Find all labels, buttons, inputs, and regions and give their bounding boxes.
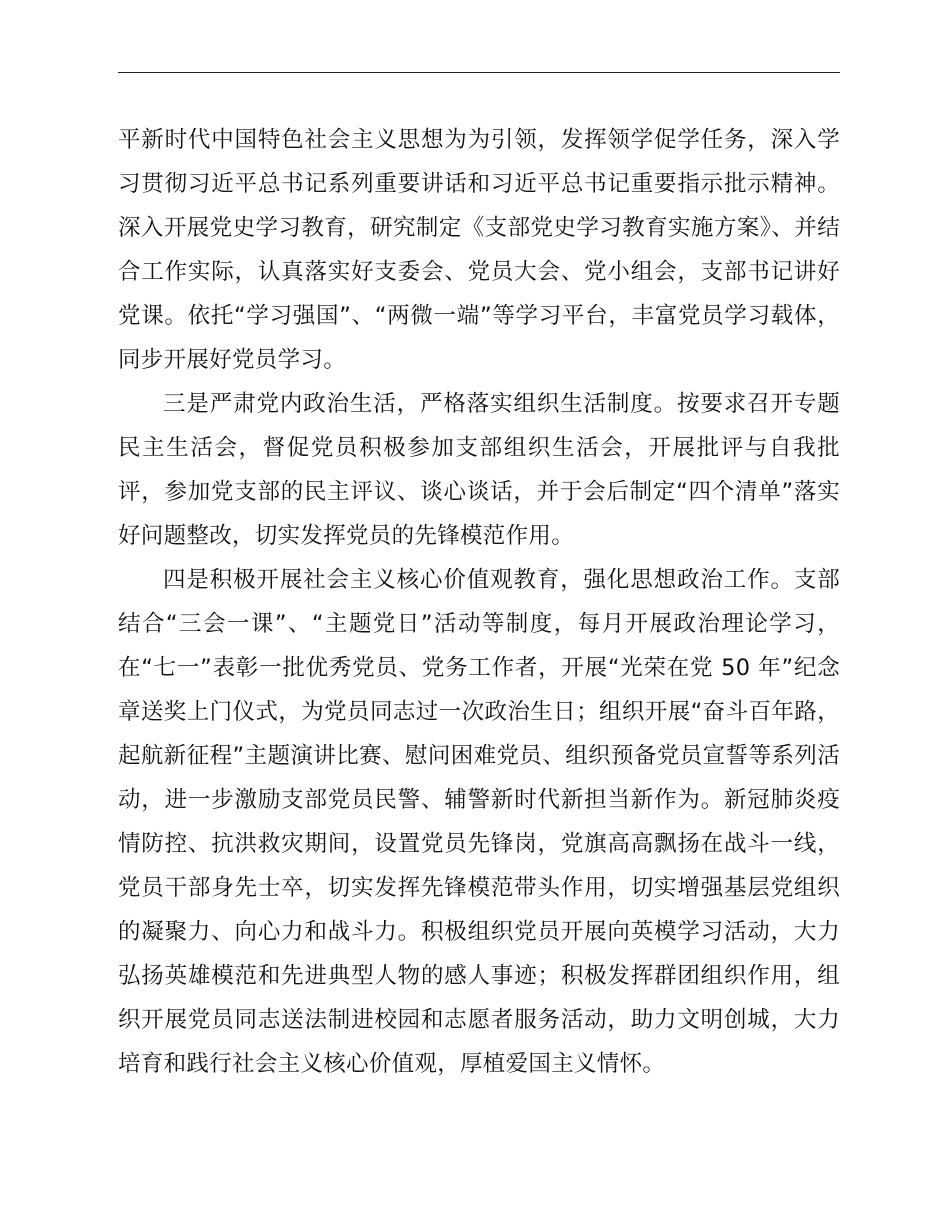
paragraph-core-values-education: 四是积极开展社会主义核心价值观教育，强化思想政治工作。支部结合“三会一课”、“主题党日”活动等制度，每月开展政治理论学习，在“七一”表彰一批优秀党员、党务工作者，开展“光荣在党 50 年”纪念章送奖上门仪式，为党员同志过一次政治生日；组织开展“奋斗百年路，起航新征程”主题演讲比赛、慰问困难党员、组织预备党员宣誓等系列活动，进一步激励支部党员民警、辅警新时代新担当新作为。新冠肺炎疫情防控、抗洪救灾期间，设置党员先锋岗，党旗高高飘扬在战斗一线，党员干部身先士卒，切实发挥先锋模范带头作用，切实增强基层党组织的凝聚力、向心力和战斗力。积极组织党员开展向英模学习活动，大力弘扬英雄模范和先进典型人物的感人事迹；积极发挥群团组织作用，组织开展党员同志送法制进校园和志愿者服务活动，助力文明创城，大力培育和践行社会主义核心价值观，厚植爱国主义情怀。 — [118, 567, 840, 1077]
header-rule — [118, 72, 840, 73]
document-body — [118, 118, 840, 1086]
paragraph-study-continuation: 平新时代中国特色社会主义思想为为引领，发挥领学促学任务，深入学习贯彻习近平总书记系列重要讲话和习近平总书记重要指示批示精神。深入开展党史学习教育，研究制定《支部党史学习教育实施方案》、并结合工作实际，认真落实好支委会、党员大会、党小组会，支部书记讲好党课。依托“学习强国”、“两微一端”等学习平台，丰富党员学习载体，同步开展好党员学习。 — [118, 127, 840, 373]
paragraph-organizational-life: 三是严肃党内政治生活，严格落实组织生活制度。按要求召开专题民主生活会，督促党员积极参加支部组织生活会，开展批评与自我批评，参加党支部的民主评议、谈心谈话，并于会后制定“四个清单”落实好问题整改，切实发挥党员的先锋模范作用。 — [118, 391, 840, 549]
